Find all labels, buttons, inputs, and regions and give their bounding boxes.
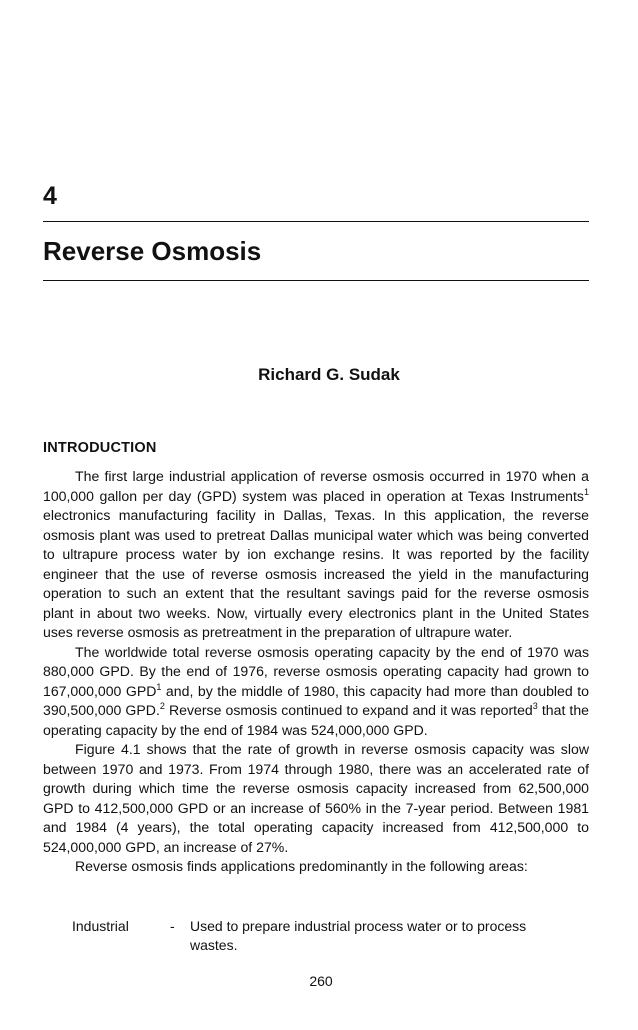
application-description: Used to prepare industrial process water or to process wastes. [190, 918, 527, 953]
paragraph-1-text-b: electronics manufacturing facility in Dallas, Texas. In this application, the reverse osmosis plant was used to pretreat Dallas municipal water which was being converted to ultrapure process water by ion exchange resins. It was reported by the facility engineer that the use of reverse osmosis increased the yield in the manufacturing operation to such an extent that the resultant savings paid for the reverse osmosis plant in about two weeks. Now, virtually every electronics plant in the United States uses reverse osmosis as pretreatment in the preparation of ultrapure water. [43, 507, 589, 640]
paragraph-2-text-c: Reverse osmosis continued to expand and it was reported [164, 702, 533, 718]
author-name: Richard G. Sudak [258, 365, 400, 384]
page-number: 260 [309, 973, 333, 989]
paragraph-2-text-d: that the operating capacity by the end of 1984 was 524,000,000 GPD. [43, 702, 589, 738]
footnote-ref: 3 [532, 701, 538, 711]
chapter-number: 4 [43, 182, 57, 210]
application-label: Industrial [72, 918, 129, 934]
footnote-ref: 2 [159, 701, 165, 711]
paragraph-2 [43, 643, 589, 741]
paragraph-2-text-b: and, by the middle of 1980, this capacity had more than doubled to 390,500,000 GPD. [43, 682, 589, 718]
chapter-title: Reverse Osmosis [43, 236, 262, 266]
footnote-ref: 1 [156, 681, 162, 692]
footnote-ref: 1 [583, 486, 589, 497]
section-heading: INTRODUCTION [43, 440, 157, 456]
paragraph-2-text-a: The worldwide total reverse osmosis operating capacity by the end of 1970 was 880,000 GPD. By the end of 1976, reverse osmosis operating capacity had grown to 167,000,000 GPD [43, 643, 589, 699]
application-dash: - [170, 918, 175, 934]
paragraph-1 [43, 467, 589, 643]
title-rule-bottom [43, 280, 589, 281]
paragraph-4: Reverse osmosis finds applications predominantly in the following areas: [75, 858, 528, 874]
paragraph-3: Figure 4.1 shows that the rate of growth in reverse osmosis capacity was slow between 1970 and 1973. From 1974 through 1980, there was an accelerated rate of growth during which time the reverse osmosis capacity increased from 62,500,000 GPD to 412,500,000 GPD or an increase of 560% in the 7-year period. Between 1981 and 1984 (4 years), the total operating capacity increased from 412,500,000 to 524,000,000 GPD, an increase of 27%. [43, 741, 589, 855]
paragraph-1-text-a: The first large industrial application of reverse osmosis occurred in 1970 when a 100,000 gallon per day (GPD) system was placed in operation at Texas Instruments [43, 468, 589, 504]
title-rule-top [43, 221, 589, 222]
body-text [43, 467, 589, 877]
